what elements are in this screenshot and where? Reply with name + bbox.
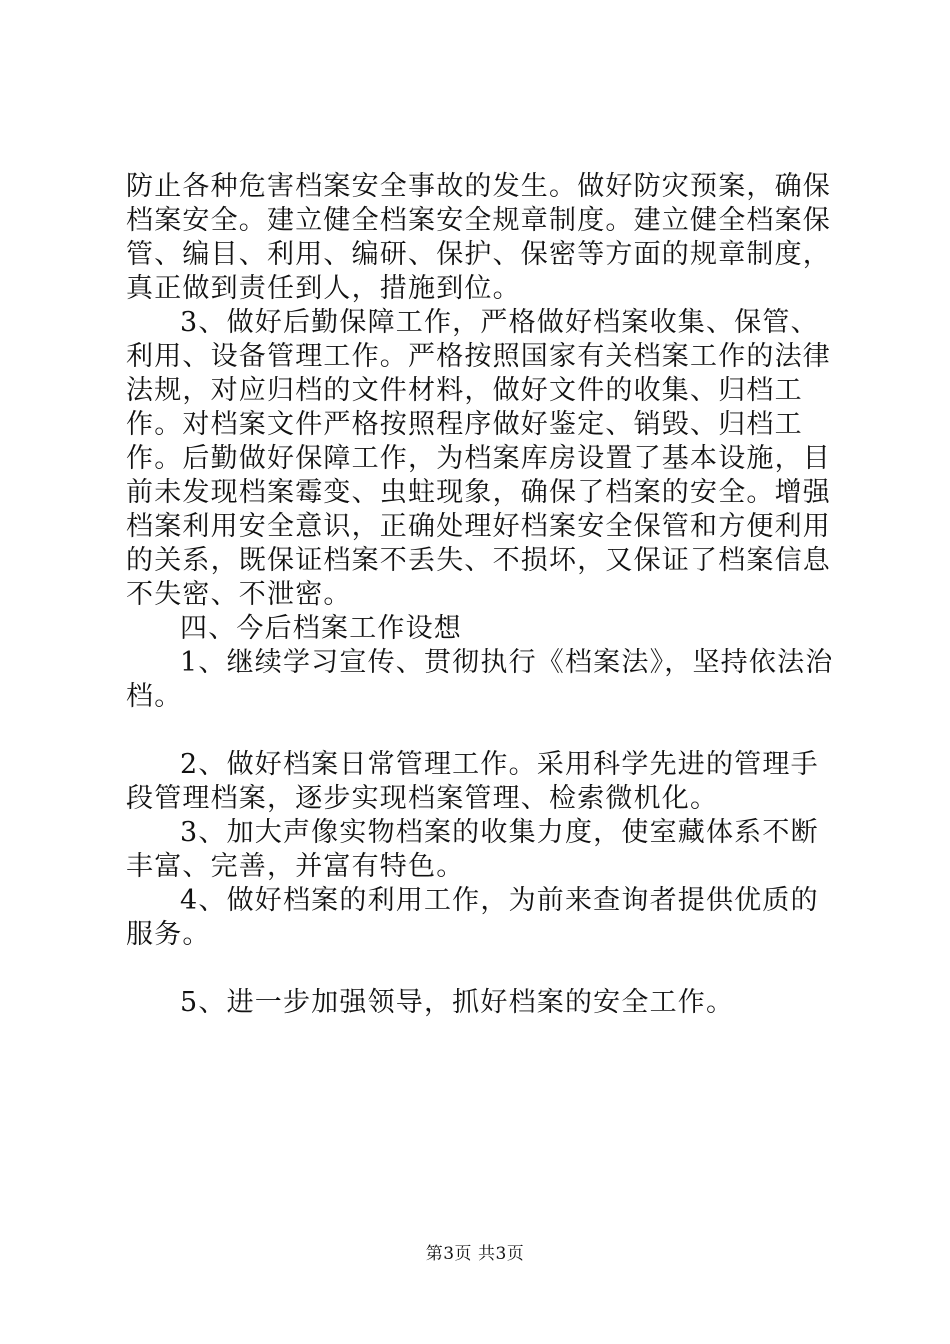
paragraph-continuation: 防止各种危害档案安全事故的发生。做好防灾预案，确保档案安全。建立健全档案安全规章制度。建立健全档案保管、编目、利用、编研、保护、保密等方面的规章制度，真正做到责任到人，措施到位。 [126, 171, 831, 304]
paragraph-plan-2: 2、做好档案日常管理工作。采用科学先进的管理手段管理档案，逐步实现档案管理、检索微机化。 [126, 749, 819, 814]
page-indicator: 第3页 共3页 [425, 1244, 525, 1264]
paragraph-plan-5: 5、进一步加强领导，抓好档案的安全工作。 [180, 987, 735, 1018]
page-footer [0, 1243, 950, 1265]
paragraph-plan-4: 4、做好档案的利用工作，为前来查询者提供优质的服务。 [126, 885, 819, 950]
section-heading-future-plans: 四、今后档案工作设想 [180, 613, 462, 644]
document-body [126, 170, 836, 1020]
paragraph-plan-1: 1、继续学习宣传、贯彻执行《档案法》，坚持依法治档。 [126, 647, 834, 712]
paragraph-item-3-logistics: 3、做好后勤保障工作，严格做好档案收集、保管、利用、设备管理工作。严格按照国家有关档案工作的法律法规，对应归档的文件材料，做好文件的收集、归档工作。对档案文件严格按照程序做好鉴定、销毁、归档工作。后勤做好保障工作，为档案库房设置了基本设施，目前未发现档案霉变、虫蛀现象，确保了档案的安全。增强档案利用安全意识，正确处理好档案安全保管和方便利用的关系，既保证档案不丢失、不损坏，又保证了档案信息不失密、不泄密。 [126, 307, 831, 610]
paragraph-plan-3: 3、加大声像实物档案的收集力度，使室藏体系不断丰富、完善，并富有特色。 [126, 817, 819, 882]
